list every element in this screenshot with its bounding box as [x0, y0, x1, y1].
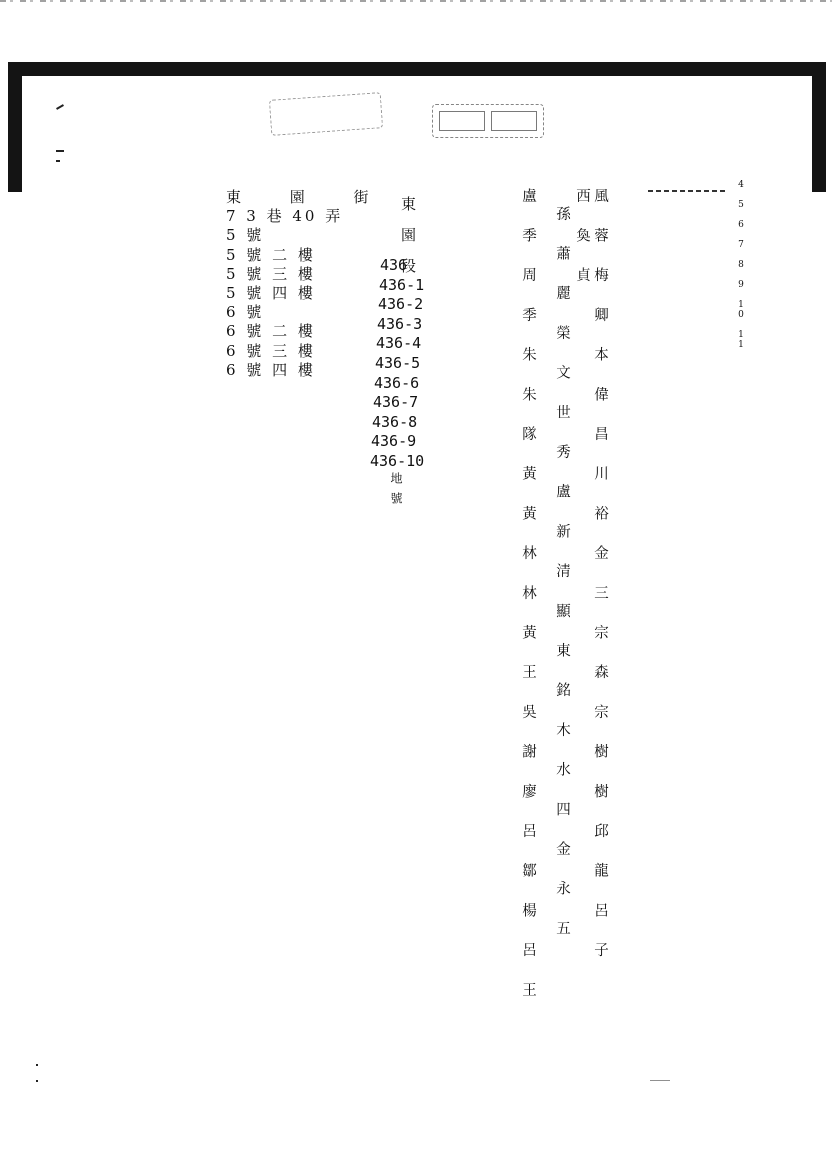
scan-speck — [36, 1064, 38, 1066]
lot-footer: 地號 — [389, 472, 403, 512]
address-line: 7 3 巷 40 弄 — [226, 207, 344, 226]
lot-heading: 東園段 — [399, 196, 417, 289]
header-strip-marks — [648, 190, 728, 192]
lot-number: 436-1 — [379, 275, 425, 294]
address-line: 5 號 — [226, 226, 265, 245]
faded-stamp-left — [269, 92, 383, 136]
lot-number: 436-2 — [378, 295, 424, 314]
owner-column-4: 盧 季 周 季 朱 朱 隊 黃 黃 林 林 黃 王 吳 謝 廖 呂 鄒 楊 呂 王 — [520, 188, 536, 1002]
address-line: 5 號 四 樓 — [226, 283, 316, 302]
owner-column-1: 風 蓉 梅 卿 本 偉 昌 川 裕 金 三 宗 森 宗 樹 樹 邱 龍 呂 子 — [592, 188, 608, 962]
faded-stamp-right — [432, 104, 544, 138]
scan-header-band — [8, 62, 826, 76]
lot-number: 436-3 — [377, 314, 423, 333]
scan-right-edge — [812, 62, 826, 192]
address-line: 6 號 四 樓 — [226, 360, 316, 379]
scan-left-edge — [8, 62, 22, 192]
owner-column-2: 西 奐 貞 — [574, 188, 590, 287]
lot-number: 436-4 — [376, 334, 422, 353]
margin-mark — [56, 104, 64, 110]
lot-number: 436-7 — [373, 393, 419, 412]
lot-number: 436 — [380, 256, 408, 274]
address-column — [226, 188, 391, 380]
address-line: 6 號 二 樓 — [226, 322, 316, 341]
lot-number: 436-9 — [371, 432, 417, 451]
scan-speck — [650, 1080, 670, 1081]
owner-column-3: 孫 蕭 麗 榮 文 世 秀 盧 新 清 顯 東 銘 木 水 四 金 永 五 — [554, 206, 570, 940]
address-line: 6 號 — [226, 303, 265, 322]
lot-number: 436-6 — [374, 373, 420, 392]
lot-number: 436-10 — [370, 451, 425, 470]
street-name: 東 園 街 — [226, 188, 391, 206]
address-line: 6 號 三 樓 — [226, 341, 316, 360]
scan-edge-noise — [0, 0, 832, 2]
address-line: 5 號 二 樓 — [226, 245, 316, 264]
header-side-note: 4 5 6 7 8 9 10 11 — [736, 180, 746, 350]
scan-speck — [36, 1080, 38, 1082]
lot-number: 436-5 — [375, 353, 421, 372]
lot-number: 436-8 — [372, 412, 418, 431]
address-line: 5 號 三 樓 — [226, 264, 316, 283]
margin-mark — [56, 150, 64, 152]
lot-number-column — [368, 256, 424, 472]
margin-mark — [56, 160, 60, 162]
